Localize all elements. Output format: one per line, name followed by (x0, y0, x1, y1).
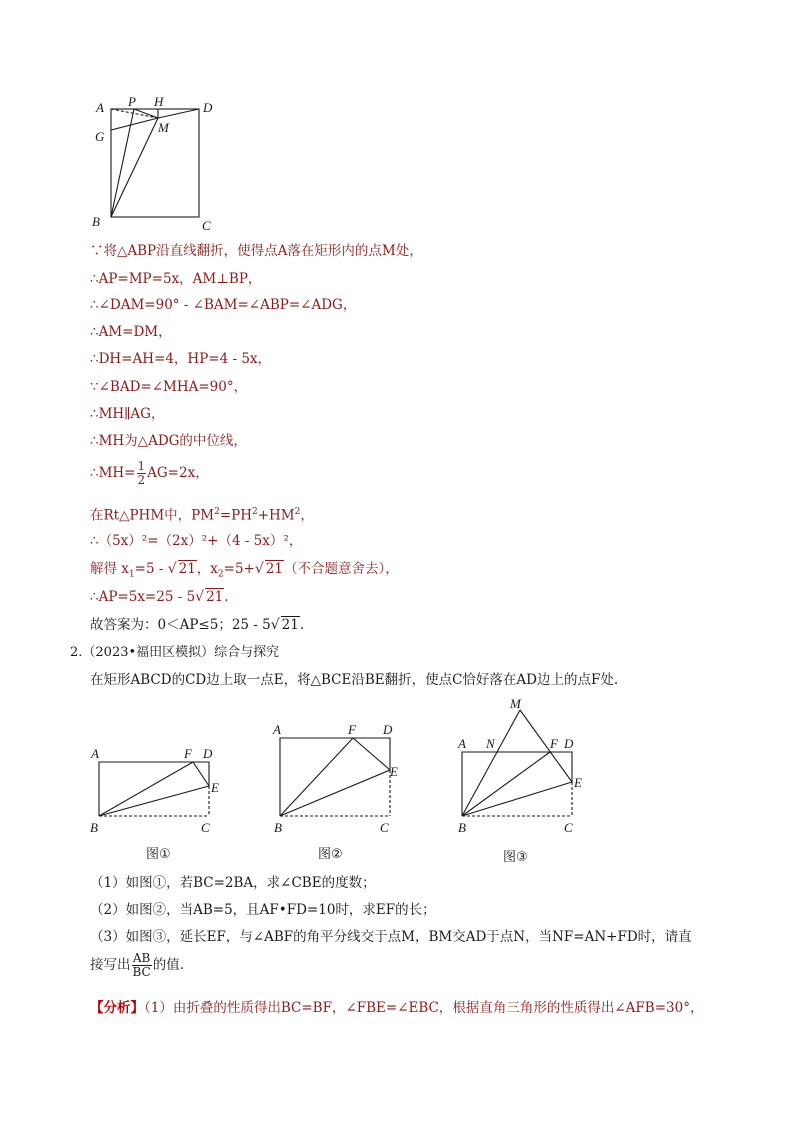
figure-3-caption: 图③ (503, 850, 528, 865)
solution-line-8: ∴MH为△ADG的中位线， (90, 433, 247, 449)
figure-3 (450, 694, 600, 840)
label-H: H (154, 96, 164, 109)
solution-line-7: ∴MH∥AG， (90, 406, 165, 422)
svg-text:F: F (184, 746, 192, 761)
question-3-cont: 接写出 $\frac{AB}{BC}$ 的值. (90, 951, 185, 979)
label-P: P (128, 96, 136, 109)
solution-line-rt: 在Rt△PHM中，$PM^2=PH^2+HM^2$， (90, 507, 314, 524)
figure-2-caption: 图② (318, 847, 343, 862)
figure-rectangle-fold (88, 96, 228, 236)
analysis-tag: 【分析】 (90, 1000, 144, 1016)
svg-text:A: A (91, 746, 99, 761)
svg-text:N: N (486, 736, 495, 751)
label-A: A (96, 100, 104, 115)
solution-line-4: ∴AM=DM， (90, 324, 172, 340)
svg-text:E: E (390, 764, 398, 779)
answer-line: 故答案为：0＜AP≤5；25 - 5√ 21. (90, 617, 305, 633)
solution-line-eq: ∴（5x）²=（2x）²+（4 - 5x）²， (90, 533, 303, 549)
solution-line-3: ∴∠DAM=90° - ∠BAM=∠ABP=∠ADG， (90, 297, 357, 313)
question-1: （1）如图①，若BC=2BA，求∠CBE的度数； (90, 875, 376, 891)
figure-2 (268, 716, 408, 840)
question-3: （3）如图③，延长EF，与∠ABF的角平分线交于点M，BM交AD于点N，当NF=AN+FD时，请直 (90, 929, 692, 945)
svg-text:A: A (458, 736, 466, 751)
analysis-line: 【分析】（1）由折叠的性质得出BC=BF，∠FBE=∠EBC，根据直角三角形的性质得出∠AFB=30°， (90, 1000, 704, 1016)
svg-text:D: D (203, 746, 213, 761)
label-B: B (92, 214, 100, 229)
solution-line-mh: ∴MH= $\frac{1}{2}$ AG=2x， (90, 459, 209, 487)
svg-text:D: D (383, 722, 393, 737)
problem-statement: 在矩形ABCD的CD边上取一点E，将△BCE沿BE翻折，使点C恰好落在AD边上的点F处. (90, 672, 619, 688)
solution-line-5: ∴DH=AH=4，HP=4 - 5x， (90, 351, 272, 367)
svg-text:C: C (201, 820, 210, 835)
solution-line-ap: ∴AP=5x=25 - 5√ 21. (90, 589, 229, 605)
svg-text:C: C (564, 820, 573, 835)
svg-text:B: B (274, 820, 282, 835)
svg-text:B: B (90, 820, 98, 835)
solution-line-2: ∴AP=MP=5x，AM⊥BP， (90, 271, 262, 287)
solution-line-1: ∵将△ABP沿直线翻折，使得点A落在矩形内的点M处， (90, 243, 423, 259)
question-2: （2）如图②，当AB=5，且AF•FD=10时，求EF的长； (90, 902, 436, 918)
svg-text:E: E (211, 780, 219, 795)
figure-1-caption: 图① (146, 847, 171, 862)
svg-text:E: E (574, 775, 582, 790)
svg-text:C: C (380, 820, 389, 835)
svg-text:D: D (564, 736, 574, 751)
figure-1 (86, 740, 226, 840)
problem-header: 2.（2023•福田区模拟）综合与探究 (70, 645, 280, 660)
label-M: M (158, 120, 169, 135)
svg-text:M: M (510, 696, 521, 711)
solution-line-solve: 解得 $x_1=5$ - √ 21，$x_2=5+√$ 21（不合题意舍去）， (90, 561, 399, 580)
solution-line-6: ∵∠BAD=∠MHA=90°， (90, 379, 248, 395)
label-C: C (202, 218, 211, 233)
label-D: D (203, 100, 213, 115)
label-G: G (95, 129, 105, 144)
svg-text:F: F (550, 736, 558, 751)
svg-text:A: A (273, 722, 281, 737)
svg-text:F: F (348, 722, 356, 737)
svg-text:B: B (458, 820, 466, 835)
